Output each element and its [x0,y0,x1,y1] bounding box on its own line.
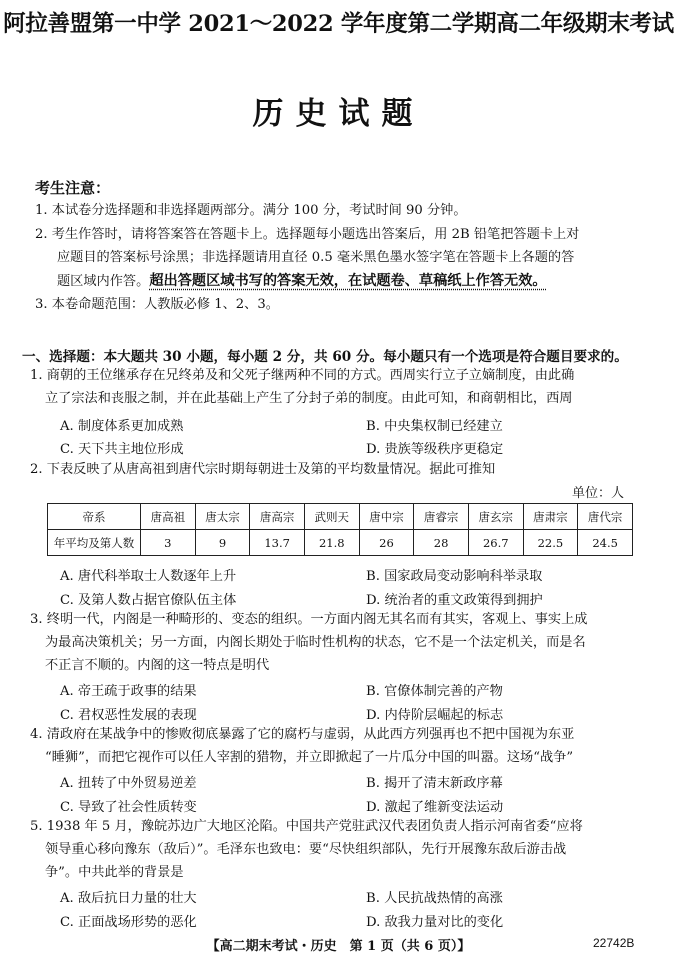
question-1-option-b: B. 中央集权制已经建立 [366,419,503,434]
question-4-option-d: D. 激起了维新变法运动 [366,800,504,815]
table-unit: 单位：人 [572,486,625,501]
table-cell: 13.7 [250,530,305,556]
table-cell: 唐玄宗 [468,504,523,530]
table-cell: 唐太宗 [195,504,250,530]
table-cell: 唐高宗 [250,504,305,530]
notice-item-2-line-2: 应题目的答案标号涂黑；非选择题请用直径 0.5 毫米黑色墨水签字笔在答题卡上各题的答 [57,250,575,265]
notice-item-2-line-1: 2. 考生作答时，请将答案答在答题卡上。选择题每小题选出答案后，用 2B 铅笔把答题卡上对 [35,227,580,242]
table-cell: 唐睿宗 [414,504,469,530]
question-4-stem-line-2: “睡狮”，而把它视作可以任人宰割的猎物，并立即掀起了一片瓜分中国的叫嚣。这场“战争” [45,750,574,765]
question-4-option-b: B. 揭开了清末新政序幕 [366,776,503,791]
table-cell: 武则天 [304,504,359,530]
table-cell: 唐肃宗 [523,504,578,530]
table-cell: 26 [359,530,414,556]
question-3-stem-line-2: 为最高决策机关；另一方面，内阁长期处于临时性机构的状态，它不是一个法定机关，而是名 [45,635,586,650]
table-cell: 唐高祖 [141,504,196,530]
question-3-option-d: D. 内侍阶层崛起的标志 [366,708,504,723]
notice-item-2-line-3 [57,271,547,292]
question-4-option-c: C. 导致了社会性质转变 [60,800,197,815]
table-cell: 3 [141,530,196,556]
subject-title: 历史试题 [252,96,425,132]
notice-heading: 考生注意： [35,179,111,197]
question-1-stem-line-2: 立了宗法和丧服之制，并在此基础上产生了分封子弟的制度。由此可知，和商朝相比，西周 [45,391,573,406]
table-cell: 年平均及第人数 [48,530,141,556]
section-1-heading: 一、选择题：本大题共 30 小题，每小题 2 分，共 60 分。每小题只有一个选项是符合题目要求的。 [22,349,628,365]
notice-emphasis: 超出答题区域书写的答案无效，在试题卷、草稿纸上作答无效。 [149,273,547,289]
question-5-option-c: C. 正面战场形势的恶化 [60,915,197,930]
question-1-option-c: C. 天下共主地位形成 [60,442,184,457]
question-2-stem-line-1: 2. 下表反映了从唐高祖到唐代宗时期每朝进士及第的平均数量情况。据此可推知 [30,462,496,477]
question-5-option-d: D. 敌我力量对比的变化 [366,915,504,930]
table-cell: 唐中宗 [359,504,414,530]
table-cell: 24.5 [578,530,633,556]
question-3-option-c: C. 君权恶性发展的表现 [60,708,197,723]
paper-code: 22742B [593,936,635,950]
table-cell: 唐代宗 [578,504,633,530]
question-2-option-b: B. 国家政局变动影响科举录取 [366,569,543,584]
emperor-table [47,503,633,556]
question-5-stem-line-1: 5. 1938 年 5 月，豫皖苏边广大地区沦陷。中国共产党驻武汉代表团负责人指示河南省委“应将 [30,819,583,834]
question-5-stem-line-2: 领导重心移向豫东（敌后）”。毛泽东也致电：要“尽快组织部队，先行开展豫东敌后游击战 [45,842,567,857]
table-row [48,504,633,530]
question-3-option-b: B. 官僚体制完善的产物 [366,684,503,699]
table-row [48,530,633,556]
question-1-stem-line-1: 1. 商朝的王位继承存在兄终弟及和父死子继两种不同的方式。西周实行立子立嫡制度，由此确 [30,368,575,383]
table-cell: 9 [195,530,250,556]
question-1-option-a: A. 制度体系更加成熟 [60,419,184,434]
table-cell: 22.5 [523,530,578,556]
table-cell: 26.7 [468,530,523,556]
question-4-option-a: A. 扭转了中外贸易逆差 [60,776,197,791]
table-cell: 21.8 [304,530,359,556]
question-2-option-c: C. 及第人数占据官僚队伍主体 [60,593,237,608]
exam-title: 阿拉善盟第一中学 2021～2022 学年度第二学期高二年级期末考试 [3,11,674,37]
question-1-option-d: D. 贵族等级秩序更稳定 [366,442,504,457]
page-footer: 【高二期末考试・历史 第 1 页（共 6 页）】 [206,939,471,954]
question-2-option-d: D. 统治者的重文政策得到拥护 [366,593,543,608]
question-5-option-b: B. 人民抗战热情的高涨 [366,891,503,906]
notice-item-3: 3. 本卷命题范围：人教版必修 1、2、3。 [35,297,279,312]
question-3-option-a: A. 帝王疏于政事的结果 [60,684,197,699]
notice-item-2-plain-text: 题区域内作答。 [57,274,150,289]
question-3-stem-line-1: 3. 终明一代，内阁是一种畸形的、变态的组织。一方面内阁无其名而有其实，客观上、事实上成 [30,612,588,627]
question-3-stem-line-3: 不正言不顺的。内阁的这一特点是明代 [45,658,270,673]
table-cell: 28 [414,530,469,556]
question-5-stem-line-3: 争”。中共此举的背景是 [45,865,184,880]
notice-item-1: 1. 本试卷分选择题和非选择题两部分。满分 100 分，考试时间 90 分钟。 [35,203,467,218]
question-2-option-a: A. 唐代科举取士人数逐年上升 [60,569,237,584]
question-4-stem-line-1: 4. 清政府在某战争中的惨败彻底暴露了它的腐朽与虚弱，从此西方列强再也不把中国视为东亚 [30,727,575,742]
question-5-option-a: A. 敌后抗日力量的壮大 [60,891,197,906]
table-cell: 帝系 [48,504,141,530]
